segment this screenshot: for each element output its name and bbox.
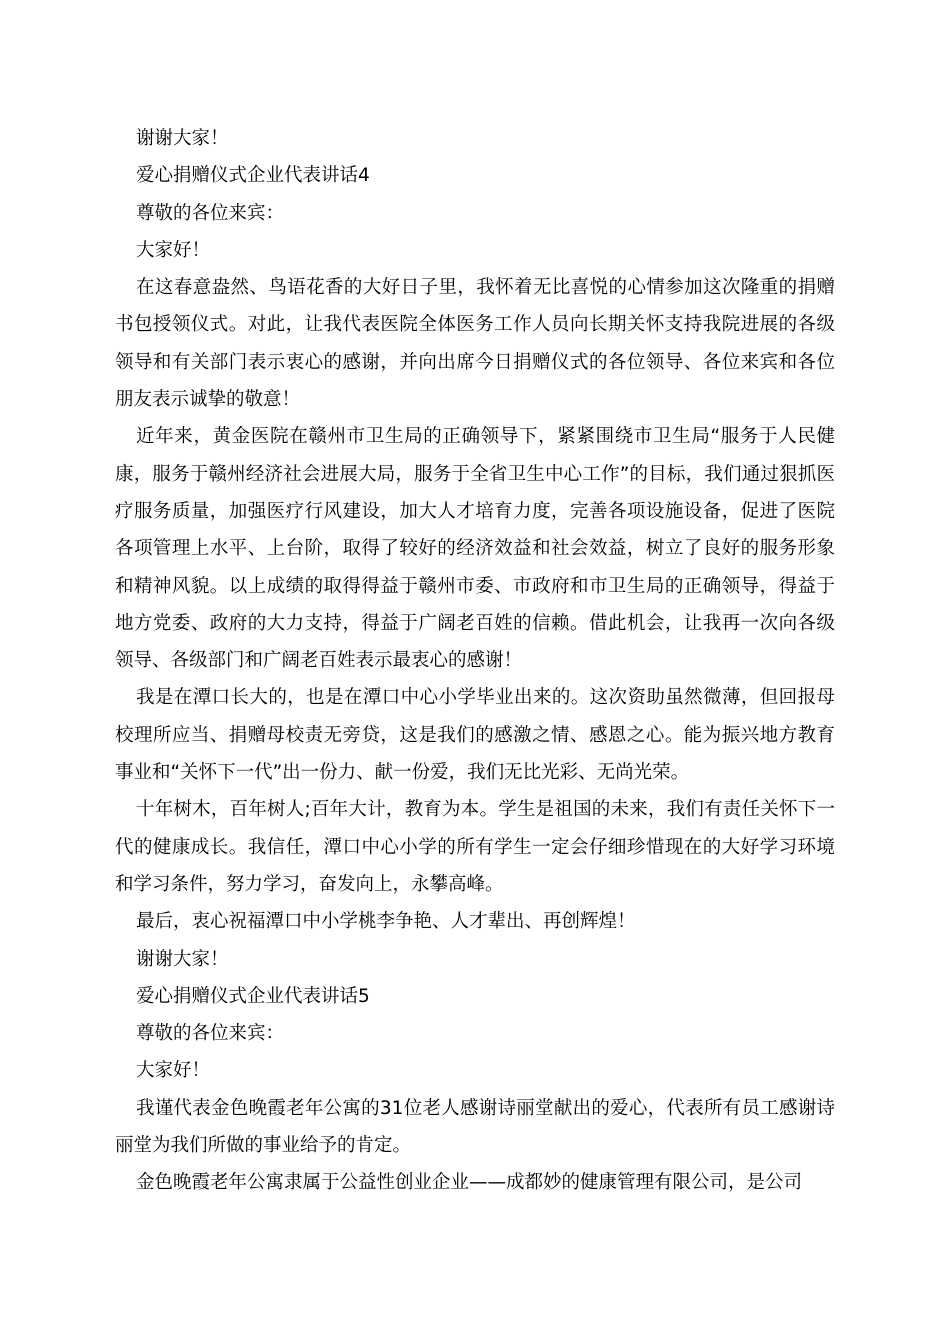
greeting: 大家好！ bbox=[136, 1060, 211, 1082]
section-title-4: 爱心捐赠仪式企业代表讲话4 bbox=[136, 165, 370, 187]
section-title-5: 爱心捐赠仪式企业代表讲话5 bbox=[136, 985, 370, 1007]
closing-thanks: 谢谢大家！ bbox=[136, 128, 229, 149]
body-paragraph: 十年树木，百年树人;百年大计，教育为本。学生是祖国的未来，我们有责任关怀下一代的健康成长。我信任，潭口中心小学的所有学生一定会仔细珍惜现在的大好学习环境和学习条件，努力学习，奋发向上，永攀高峰。 bbox=[115, 799, 835, 895]
salutation: 尊敬的各位来宾： bbox=[136, 1023, 285, 1045]
document-body bbox=[115, 120, 835, 1202]
greeting: 大家好！ bbox=[136, 239, 211, 261]
body-paragraph: 在这春意盎然、鸟语花香的大好日子里，我怀着无比喜悦的心情参加这次隆重的捐赠书包授领仪式。对此，让我代表医院全体医务工作人员向长期关怀支持我院进展的各级领导和有关部门表示衷心的感谢，并向出席今日捐赠仪式的各位领导、各位来宾和各位朋友表示诚挚的敬意！ bbox=[115, 277, 835, 411]
body-paragraph: 最后，衷心祝福潭口中小学桃李争艳、人才辈出、再创辉煌！ bbox=[136, 911, 636, 933]
salutation: 尊敬的各位来宾： bbox=[136, 202, 285, 224]
body-paragraph: 我是在潭口长大的，也是在潭口中心小学毕业出来的。这次资助虽然微薄，但回报母校理所应当、捐赠母校责无旁贷，这是我们的感激之情、感恩之心。能为振兴地方教育事业和“关怀下一代”出一份力、献一份爱，我们无比光彩、无尚光荣。 bbox=[115, 687, 835, 784]
body-paragraph: 金色晚霞老年公寓隶属于公益性创业企业——成都妙的健康管理有限公司，是公司 bbox=[136, 1172, 803, 1194]
body-paragraph: 我谨代表金色晚霞老年公寓的31位老人感谢诗丽堂献出的爱心，代表所有员工感谢诗丽堂为我们所做的事业给予的肯定。 bbox=[115, 1097, 835, 1157]
closing-thanks: 谢谢大家！ bbox=[136, 948, 229, 970]
body-paragraph: 近年来，黄金医院在赣州市卫生局的正确领导下，紧紧围绕市卫生局“服务于人民健康，服务于赣州经济社会进展大局，服务于全省卫生中心工作”的目标，我们通过狠抓医疗服务质量，加强医疗行风建设，加大人才培育力度，完善各项设施设备，促进了医院各项管理上水平、上台阶，取得了较好的经济效益和社会效益，树立了良好的服务形象和精神风貌。以上成绩的取得得益于赣州市委、市政府和市卫生局的正确领导，得益于地方党委、政府的大力支持，得益于广阔老百姓的信赖。借此机会，让我再一次向各级领导、各级部门和广阔老百姓表示最衷心的感谢！ bbox=[115, 426, 835, 672]
